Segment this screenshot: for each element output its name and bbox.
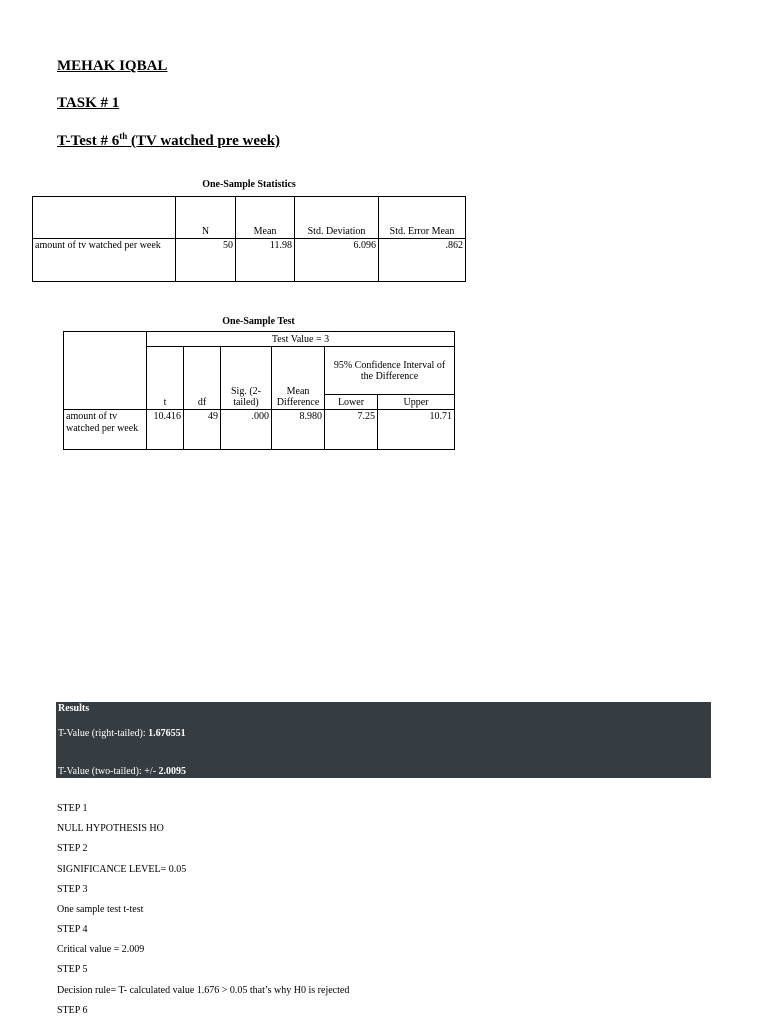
step-line: STEP 4 <box>57 924 88 935</box>
test-header-t: t <box>147 347 184 410</box>
task-heading: TASK # 1 <box>57 95 120 111</box>
stats-header-std-error-mean: Std. Error Mean <box>379 197 466 239</box>
test-header-mean-difference: Mean Difference <box>272 347 325 410</box>
test-cell-mean-difference: 8.980 <box>272 410 325 450</box>
step-line: STEP 3 <box>57 884 88 895</box>
test-row-label: amount of tv watched per week <box>64 410 147 450</box>
test-table-caption: One-Sample Test <box>222 316 295 327</box>
results-title: Results <box>58 703 90 714</box>
table-row <box>64 410 455 450</box>
test-cell-df: 49 <box>184 410 221 450</box>
step-line: STEP 6 <box>57 1005 88 1016</box>
test-cell-lower: 7.25 <box>325 410 378 450</box>
test-value-header: Test Value = 3 <box>147 332 455 347</box>
stats-header-n: N <box>176 197 236 239</box>
results-panel <box>56 702 711 778</box>
step-line: One sample test t-test <box>57 904 144 915</box>
stats-cell-mean: 11.98 <box>236 239 295 282</box>
test-title <box>57 131 280 150</box>
test-header-confidence-interval: 95% Confidence Interval of the Difference <box>325 347 455 395</box>
one-sample-test-table <box>63 331 455 450</box>
test-header-df: df <box>184 347 221 410</box>
test-cell-t: 10.416 <box>147 410 184 450</box>
table-row <box>33 239 466 282</box>
test-header-empty <box>64 332 147 410</box>
results-right-tailed <box>58 728 186 739</box>
stats-header-empty <box>33 197 176 239</box>
step-line: STEP 5 <box>57 964 88 975</box>
test-cell-upper: 10.71 <box>378 410 455 450</box>
step-line: Critical value = 2.009 <box>57 944 145 955</box>
results-right-label: T-Value (right-tailed): <box>58 728 149 739</box>
step-line: STEP 1 <box>57 803 88 814</box>
step-line: NULL HYPOTHESIS HO <box>57 823 164 834</box>
results-two-value: 2.0095 <box>158 766 187 777</box>
stats-table-caption: One-Sample Statistics <box>202 179 296 190</box>
results-two-label: T-Value (two-tailed): +/- <box>58 766 159 777</box>
results-two-tailed <box>58 766 186 777</box>
author-name: MEHAK IQBAL <box>57 58 168 74</box>
test-header-upper: Upper <box>378 395 455 410</box>
results-right-value: 1.676551 <box>148 728 186 739</box>
test-header-sig: Sig. (2-tailed) <box>221 347 272 410</box>
stats-cell-std-deviation: 6.096 <box>295 239 379 282</box>
stats-header-mean: Mean <box>236 197 295 239</box>
step-line: STEP 2 <box>57 843 88 854</box>
stats-cell-n: 50 <box>176 239 236 282</box>
test-header-lower: Lower <box>325 395 378 410</box>
test-title-subject: (TV watched pre week) <box>127 133 281 149</box>
stats-cell-std-error-mean: .862 <box>379 239 466 282</box>
one-sample-statistics-table <box>32 196 466 282</box>
step-line: Decision rule= T- calculated value 1.676 > 0.05 that’s why H0 is rejected <box>57 985 350 996</box>
test-cell-sig: .000 <box>221 410 272 450</box>
test-title-main: T-Test # 6 <box>57 133 120 149</box>
test-title-superscript: th <box>119 131 128 141</box>
step-line: SIGNIFICANCE LEVEL= 0.05 <box>57 864 187 875</box>
stats-header-std-deviation: Std. Deviation <box>295 197 379 239</box>
stats-row-label: amount of tv watched per week <box>33 239 176 282</box>
